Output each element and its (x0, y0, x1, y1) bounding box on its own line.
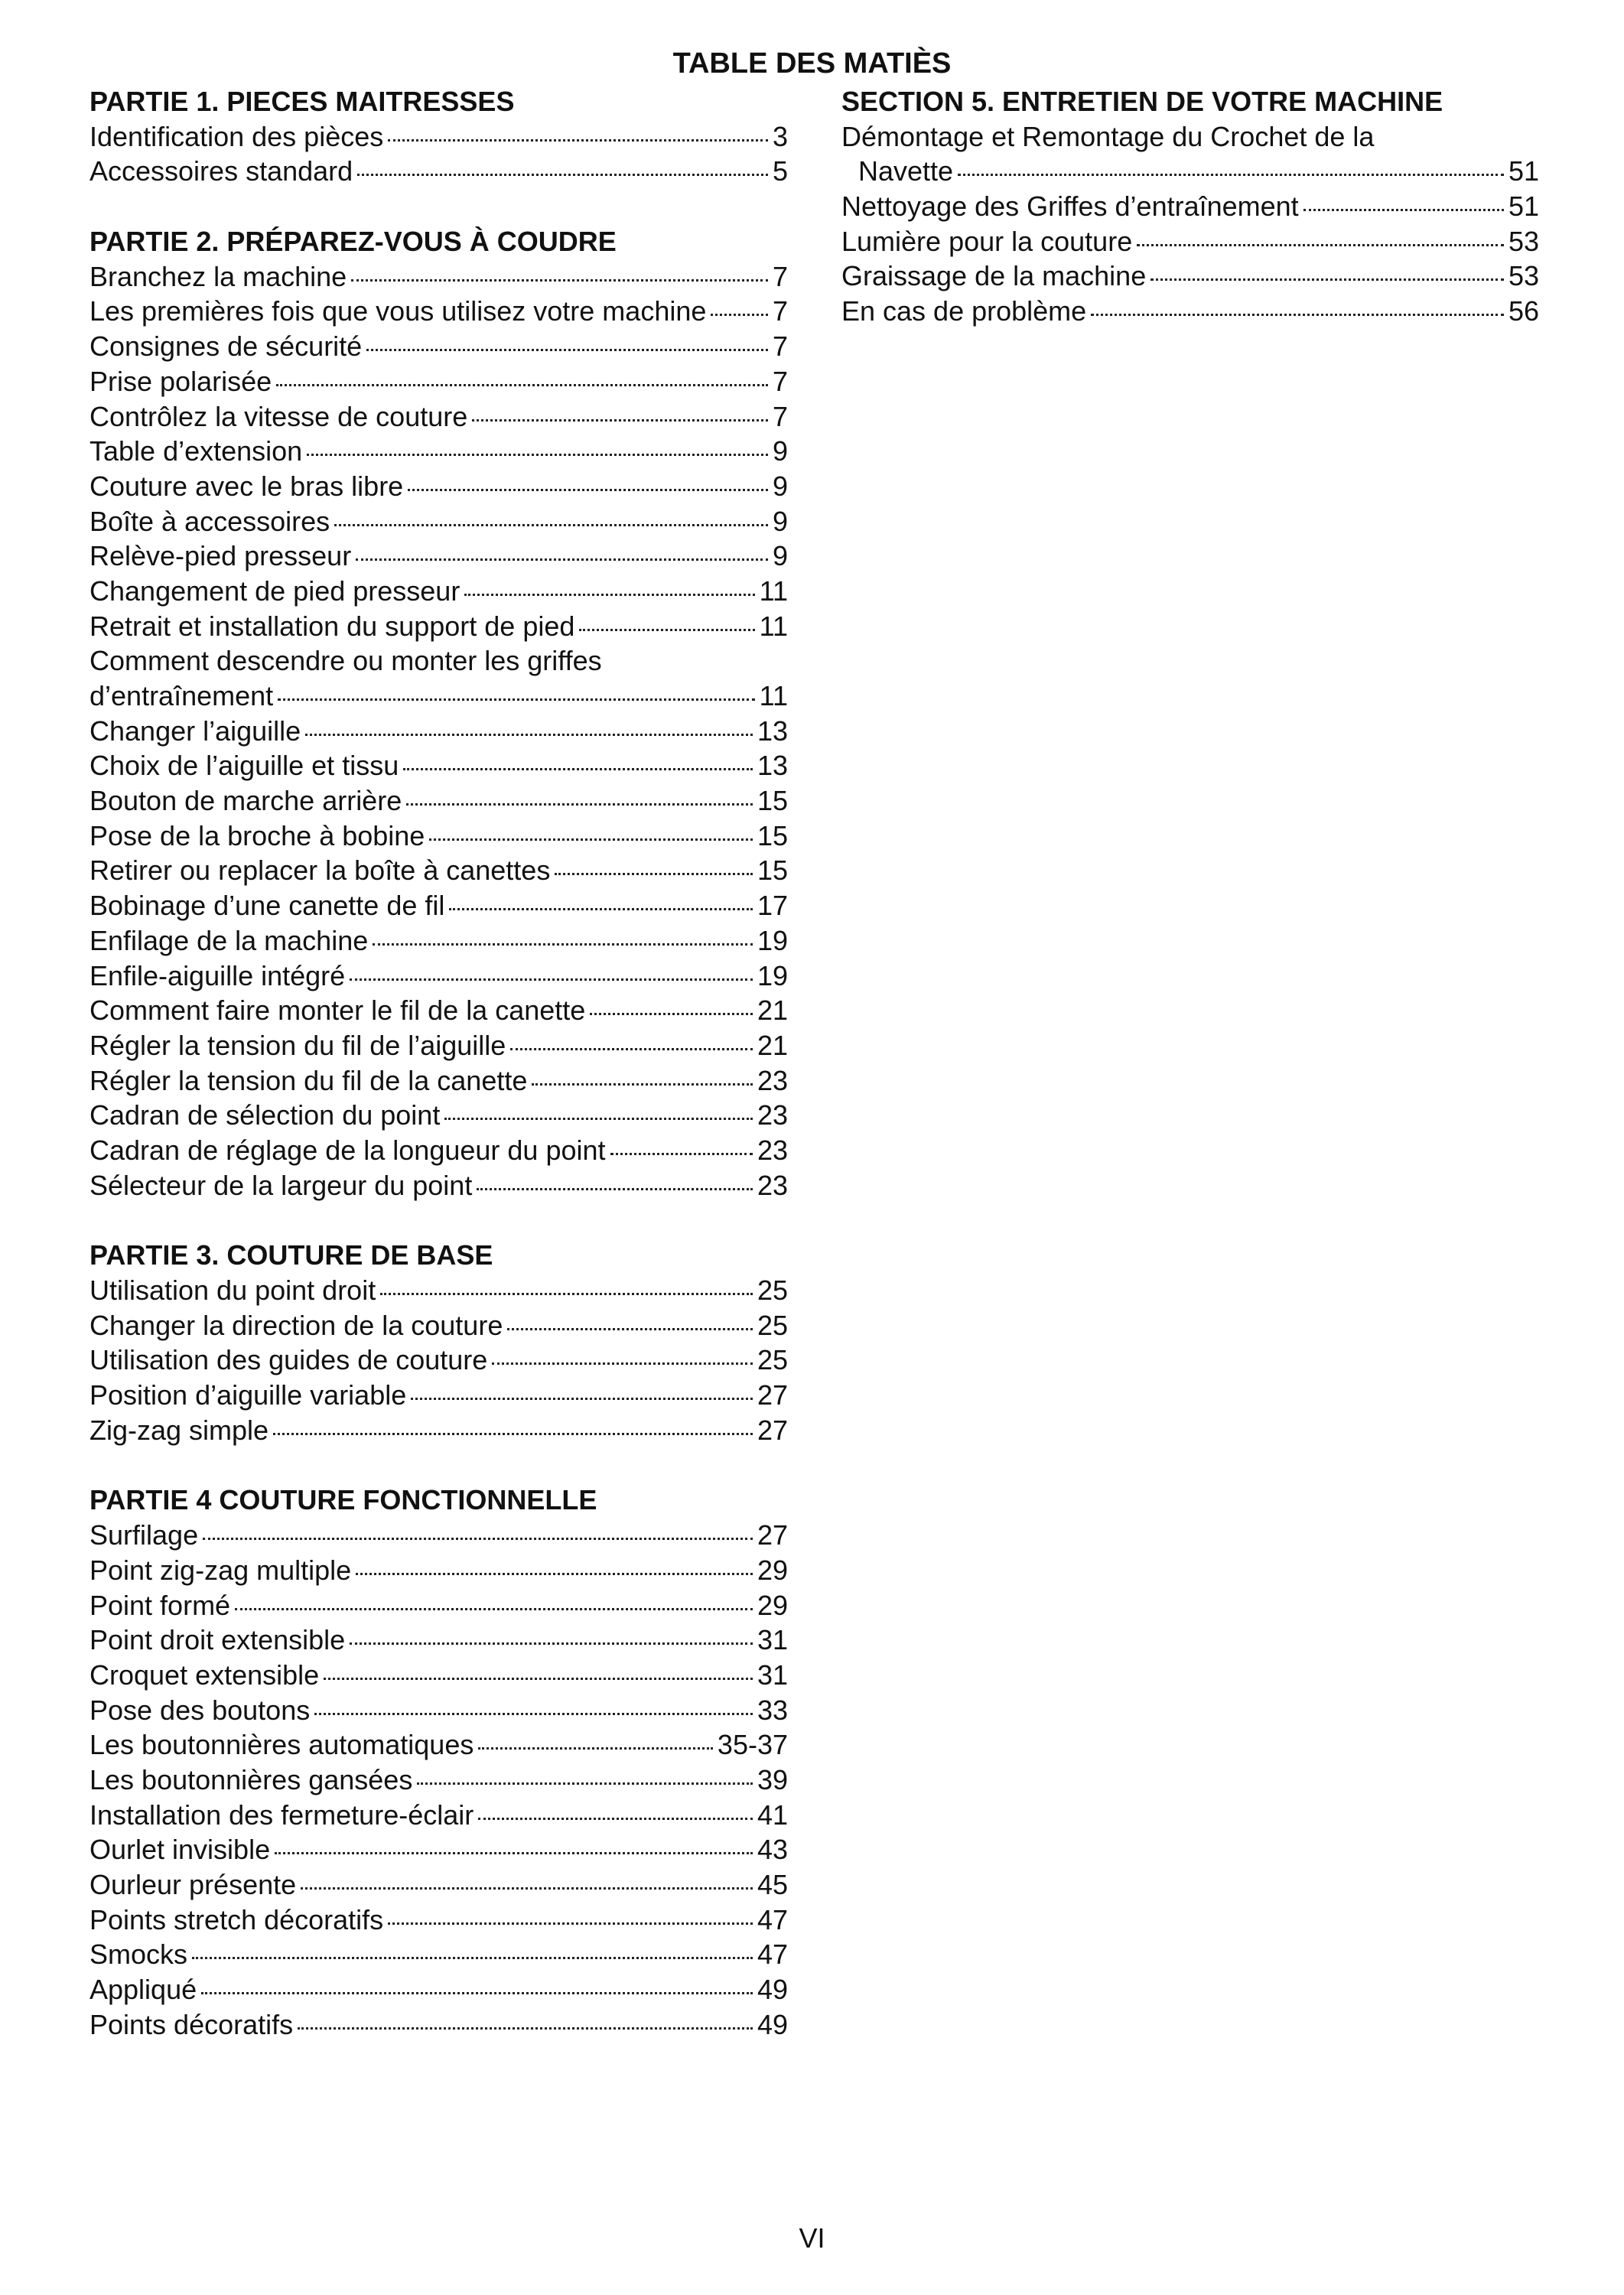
toc-entry-page: 13 (757, 715, 788, 747)
toc-entry-label: Bouton de marche arrière (89, 785, 402, 817)
dot-leader (298, 2027, 753, 2030)
toc-entry-label: Changer l’aiguille (89, 715, 301, 747)
dot-leader (429, 838, 753, 841)
dot-leader (449, 908, 753, 910)
toc-entry-label: Bobinage d’une canette de fil (89, 890, 445, 922)
dot-leader (472, 419, 768, 422)
toc-entry-label: Cadran de sélection du point (89, 1099, 441, 1131)
dot-leader (1303, 209, 1504, 211)
toc-entry-page: 45 (757, 1869, 788, 1900)
section-heading: PARTIE 2. PRÉPAREZ-VOUS À COUDRE (89, 226, 617, 258)
toc-entry-label: Navette (858, 155, 954, 187)
toc-entry-page: 9 (772, 470, 788, 502)
toc-entry-label: Point droit extensible (89, 1624, 346, 1656)
toc-entry-applique[interactable] (89, 1972, 788, 2007)
toc-entry-page: 49 (757, 2008, 788, 2040)
toc-entry-point-forme[interactable] (89, 1588, 788, 1623)
dot-leader (477, 1188, 753, 1190)
dot-leader (235, 1608, 753, 1610)
section-heading: PARTIE 1. PIECES MAITRESSES (89, 86, 515, 117)
toc-entry-bobinage-d-une-canette-de-fil[interactable] (89, 888, 788, 923)
toc-entry-page: 27 (757, 1414, 788, 1446)
toc-entry-label: Contrôlez la vitesse de couture (89, 400, 468, 432)
toc-entry-page: 53 (1508, 260, 1539, 292)
toc-entry-points-decoratifs[interactable] (89, 2007, 788, 2043)
toc-entry-page: 9 (772, 435, 788, 467)
toc-entry-page: 43 (757, 1834, 788, 1866)
toc-entry-label: Point formé (89, 1589, 231, 1621)
dot-leader (201, 1992, 753, 1994)
dot-leader (411, 1398, 753, 1400)
dot-leader (273, 1433, 753, 1435)
toc-entry-label-line1: Démontage et Remontage du Crochet de la (841, 120, 1375, 152)
toc-entry-label: Pose des boutons (89, 1694, 311, 1726)
toc-entry-label: Couture avec le bras libre (89, 470, 404, 502)
toc-entry-utilisation-du-point-droit[interactable] (89, 1273, 788, 1308)
toc-entry-page: 23 (757, 1134, 788, 1166)
dot-leader (1091, 314, 1504, 316)
toc-left-column (89, 84, 788, 2077)
dot-leader (357, 174, 768, 176)
dot-leader (301, 1887, 753, 1890)
toc-section-partie-3-couture-de-base (89, 1238, 788, 1447)
toc-entry-retirer-ou-replacer-la-boite-a-canettes[interactable] (89, 853, 788, 888)
toc-entry-page: 11 (759, 610, 788, 642)
toc-entry-page: 19 (757, 959, 788, 991)
toc-entry-cadran-de-reglage-de-la-longueur-du-poin[interactable] (89, 1133, 788, 1168)
dot-leader (507, 1328, 753, 1330)
dot-leader (711, 314, 768, 316)
toc-entry-graissage-de-la-machine[interactable] (841, 259, 1539, 294)
dot-leader (510, 1048, 753, 1050)
toc-entry-label-line1: Comment descendre ou monter les griffes (89, 645, 602, 677)
toc-entry-position-d-aiguille-variable[interactable] (89, 1378, 788, 1413)
toc-entry-point-droit-extensible[interactable] (89, 1623, 788, 1658)
toc-entry-retrait-et-installation-du-support-de-pi[interactable] (89, 609, 788, 644)
toc-section-partie-2-preparez-vous-a-coudre (89, 224, 788, 1203)
toc-entry-page: 13 (757, 750, 788, 782)
toc-entry-page: 15 (757, 855, 788, 887)
toc-entry-page: 21 (757, 994, 788, 1027)
toc-entry-changer-l-aiguille[interactable] (89, 714, 788, 749)
toc-entry-pose-des-boutons[interactable] (89, 1693, 788, 1728)
section-heading: PARTIE 3. COUTURE DE BASE (89, 1239, 493, 1271)
dot-leader (610, 1153, 753, 1155)
toc-entry-cadran-de-selection-du-point[interactable] (89, 1098, 788, 1133)
dot-leader (555, 873, 753, 875)
toc-entry-label: Enfilage de la machine (89, 924, 369, 956)
dot-leader (314, 1713, 753, 1715)
toc-entry-changement-de-pied-presseur[interactable] (89, 574, 788, 609)
toc-entry-page: 31 (757, 1624, 788, 1656)
toc-entry-label: Zig-zag simple (89, 1414, 269, 1446)
dot-leader (417, 1782, 753, 1785)
toc-entry-page: 7 (772, 260, 788, 292)
toc-entry-table-d-extension[interactable] (89, 434, 788, 469)
toc-entry-installation-des-fermeture-eclair[interactable] (89, 1798, 788, 1833)
toc-entry-label: Ourlet invisible (89, 1834, 271, 1866)
toc-entry-bouton-de-marche-arriere[interactable] (89, 783, 788, 819)
dot-leader (958, 174, 1504, 176)
dot-leader (334, 524, 768, 526)
toc-entry-point-zig-zag-multiple[interactable] (89, 1553, 788, 1588)
toc-entry-page: 53 (1508, 225, 1539, 257)
toc-entry-label: Retirer ou replacer la boîte à canettes (89, 855, 551, 887)
toc-entry-label: Retrait et installation du support de pied (89, 610, 575, 642)
toc-entry-ourleur-presente[interactable] (89, 1867, 788, 1903)
toc-entry-label: Smocks (89, 1939, 188, 1971)
toc-entry-releve-pied-presseur[interactable] (89, 539, 788, 574)
toc-entry-page: 25 (757, 1344, 788, 1376)
toc-entry-page: 15 (757, 785, 788, 817)
dot-leader (275, 1852, 753, 1854)
dot-leader (373, 943, 753, 946)
toc-entry-page: 39 (757, 1763, 788, 1795)
toc-entry-page: 33 (757, 1694, 788, 1726)
toc-entry-label: Surfilage (89, 1519, 199, 1551)
toc-entry-page: 11 (759, 575, 788, 607)
toc-entry-regler-la-tension-du-fil-de-la-canette[interactable] (89, 1063, 788, 1099)
toc-entry-enfile-aiguille-integre[interactable] (89, 959, 788, 994)
toc-entry-page: 56 (1508, 295, 1539, 327)
toc-entry-label: d’entraînement (89, 680, 274, 711)
dot-leader (590, 1013, 753, 1015)
toc-entry-label: Sélecteur de la largeur du point (89, 1169, 473, 1201)
dot-leader (305, 734, 753, 736)
toc-entry-label: Utilisation du point droit (89, 1274, 376, 1306)
toc-entry-label: Changer la direction de la couture (89, 1309, 503, 1341)
toc-entry-label: En cas de problème (841, 295, 1087, 327)
toc-entry-label: Enfile-aiguille intégré (89, 959, 346, 991)
toc-entry-accessoires-standard[interactable] (89, 154, 788, 189)
toc-entry-label: Lumière pour la couture (841, 225, 1133, 257)
dot-leader (1137, 244, 1504, 246)
toc-entry-selecteur-de-la-largeur-du-point[interactable] (89, 1168, 788, 1203)
toc-entry-label: Graissage de la machine (841, 260, 1147, 292)
toc-entry-page: 5 (772, 155, 788, 187)
toc-entry-page: 15 (757, 819, 788, 851)
toc-entry-label: Consignes de sécurité (89, 330, 363, 363)
dot-leader (444, 1118, 753, 1120)
dot-leader (408, 489, 768, 491)
toc-entry-label: Nettoyage des Griffes d’entraînement (841, 190, 1299, 223)
toc-entry-label: Relève-pied presseur (89, 540, 352, 572)
toc-entry-label: Branchez la machine (89, 260, 347, 292)
toc-entry-page: 35-37 (717, 1729, 788, 1761)
toc-entry-boite-a-accessoires[interactable] (89, 504, 788, 539)
dot-leader (492, 1362, 753, 1365)
dot-leader (366, 349, 768, 351)
toc-entry-consignes-de-securite[interactable] (89, 329, 788, 364)
toc-entry-label: Cadran de réglage de la longueur du point (89, 1134, 606, 1166)
toc-section-section-5-entretien-de-votre-machine (841, 84, 1539, 329)
toc-entry-branchez-la-machine[interactable] (89, 259, 788, 295)
toc-entry-label: Choix de l’aiguille et tissu (89, 750, 399, 782)
toc-entry-page: 23 (757, 1169, 788, 1201)
toc-entry-page: 49 (757, 1974, 788, 2006)
page-number: VI (799, 2222, 825, 2254)
toc-entry-page: 41 (757, 1799, 788, 1831)
toc-entry-page: 19 (757, 924, 788, 956)
toc-entry-page: 21 (757, 1029, 788, 1061)
toc-entry-page: 11 (759, 680, 788, 711)
toc-entry-choix-de-l-aiguille-et-tissu[interactable] (89, 748, 788, 783)
toc-entry-label: Appliqué (89, 1974, 197, 2006)
dot-leader (278, 698, 754, 701)
toc-entry-smocks[interactable] (89, 1937, 788, 1972)
toc-entry-croquet-extensible[interactable] (89, 1658, 788, 1693)
toc-section-partie-4-couture-fonctionnelle (89, 1483, 788, 2042)
page-title: TABLE DES MATIÈS (672, 47, 952, 80)
toc-entry-enfilage-de-la-machine[interactable] (89, 923, 788, 959)
toc-entry-label: Points décoratifs (89, 2008, 294, 2040)
dot-leader (356, 558, 768, 561)
toc-entry-page: 31 (757, 1659, 788, 1691)
toc-entry-page: 3 (772, 120, 788, 152)
dot-leader (192, 1957, 753, 1959)
dot-leader (388, 1922, 753, 1925)
toc-entry-page: 27 (757, 1519, 788, 1551)
toc-right-column (841, 84, 1539, 364)
toc-entry-page: 7 (772, 330, 788, 363)
toc-entry-label: Boîte à accessoires (89, 505, 330, 537)
toc-entry-label: Installation des fermeture-éclair (89, 1799, 474, 1831)
toc-entry-utilisation-des-guides-de-couture[interactable] (89, 1343, 788, 1378)
toc-entry-label: Régler la tension du fil de l’aiguille (89, 1029, 506, 1061)
toc-entry-page: 7 (772, 295, 788, 327)
toc-entry-label: Les boutonnières gansées (89, 1763, 413, 1795)
toc-entry-label: Prise polarisée (89, 365, 272, 397)
toc-entry-label: Croquet extensible (89, 1659, 320, 1691)
dot-leader (478, 1747, 713, 1750)
toc-entry-page: 29 (757, 1554, 788, 1586)
dot-leader (406, 803, 753, 806)
toc-entry-label: Points stretch décoratifs (89, 1903, 384, 1935)
toc-entry-label: Point zig-zag multiple (89, 1554, 352, 1586)
dot-leader (388, 139, 768, 142)
toc-entry-nettoyage-des-griffes-d-entrainement[interactable] (841, 189, 1539, 224)
toc-entry-changer-la-direction-de-la-couture[interactable] (89, 1308, 788, 1343)
toc-entry-page: 9 (772, 505, 788, 537)
dot-leader (356, 1573, 753, 1575)
toc-entry-page: 7 (772, 365, 788, 397)
toc-entry-label: Position d’aiguille variable (89, 1379, 407, 1411)
dot-leader (203, 1538, 753, 1540)
toc-entry-les-boutonnieres-gansees[interactable] (89, 1763, 788, 1798)
toc-entry-label: Pose de la broche à bobine (89, 819, 425, 851)
dot-leader (350, 978, 753, 981)
toc-entry-label: Les premières fois que vous utilisez votre machine (89, 295, 707, 327)
toc-entry-label: Les boutonnières automatiques (89, 1729, 474, 1761)
toc-entry-page: 17 (757, 890, 788, 922)
toc-entry-page: 7 (772, 400, 788, 432)
toc-entry-page: 29 (757, 1589, 788, 1621)
toc-entry-page: 51 (1508, 155, 1539, 187)
toc-section-partie-1-pieces-maitresses (89, 84, 788, 189)
section-heading: SECTION 5. ENTRETIEN DE VOTRE MACHINE (841, 86, 1443, 117)
toc-entry-demontage-et-remontage-du-crochet-de-la-[interactable] (841, 154, 1539, 189)
toc-entry-label: Accessoires standard (89, 155, 353, 187)
toc-entry-les-premieres-fois-que-vous-utilisez-vot[interactable] (89, 294, 788, 329)
toc-entry-zig-zag-simple[interactable] (89, 1413, 788, 1448)
dot-leader (276, 384, 768, 386)
toc-entry-controlez-la-vitesse-de-couture[interactable] (89, 399, 788, 435)
toc-entry-label: Identification des pièces (89, 120, 384, 152)
toc-entry-label: Table d’extension (89, 435, 303, 467)
toc-entry-ourlet-invisible[interactable] (89, 1832, 788, 1867)
toc-entry-label: Utilisation des guides de couture (89, 1344, 488, 1376)
dot-leader (532, 1083, 753, 1086)
toc-entry-label: Changement de pied presseur (89, 575, 461, 607)
toc-entry-page: 23 (757, 1064, 788, 1096)
dot-leader (1150, 278, 1504, 281)
dot-leader (351, 279, 768, 282)
toc-entry-points-stretch-decoratifs[interactable] (89, 1903, 788, 1938)
toc-entry-identification-des-pieces[interactable] (89, 119, 788, 155)
toc-entry-prise-polarisee[interactable] (89, 364, 788, 399)
toc-entry-comment-descendre-ou-monter-les-griffes-[interactable] (89, 679, 788, 714)
toc-entry-page: 9 (772, 540, 788, 572)
toc-entry-label: Ourleur présente (89, 1869, 297, 1900)
dot-leader (380, 1293, 753, 1295)
dot-leader (464, 594, 754, 596)
toc-entry-page: 51 (1508, 190, 1539, 223)
toc-entry-page: 25 (757, 1309, 788, 1341)
toc-entry-surfilage[interactable] (89, 1518, 788, 1553)
dot-leader (403, 768, 753, 770)
toc-entry-les-boutonnieres-automatiques[interactable] (89, 1727, 788, 1763)
toc-entry-couture-avec-le-bras-libre[interactable] (89, 469, 788, 504)
toc-entry-page: 47 (757, 1903, 788, 1935)
section-heading: PARTIE 4 COUTURE FONCTIONNELLE (89, 1484, 597, 1516)
toc-entry-page: 23 (757, 1099, 788, 1131)
toc-entry-page: 25 (757, 1274, 788, 1306)
dot-leader (579, 629, 754, 631)
toc-entry-comment-faire-monter-le-fil-de-la-canett[interactable] (89, 993, 788, 1028)
toc-entry-page: 47 (757, 1939, 788, 1971)
toc-entry-pose-de-la-broche-a-bobine[interactable] (89, 819, 788, 854)
dot-leader (307, 454, 768, 456)
toc-entry-en-cas-de-probleme[interactable] (841, 294, 1539, 329)
toc-entry-lumiere-pour-la-couture[interactable] (841, 224, 1539, 259)
toc-entry-regler-la-tension-du-fil-de-l-aiguille[interactable] (89, 1028, 788, 1063)
toc-entry-page: 27 (757, 1379, 788, 1411)
dot-leader (350, 1642, 753, 1645)
dot-leader (324, 1678, 753, 1680)
dot-leader (478, 1818, 753, 1820)
toc-entry-label: Régler la tension du fil de la canette (89, 1064, 528, 1096)
toc-entry-label: Comment faire monter le fil de la canette (89, 994, 586, 1027)
